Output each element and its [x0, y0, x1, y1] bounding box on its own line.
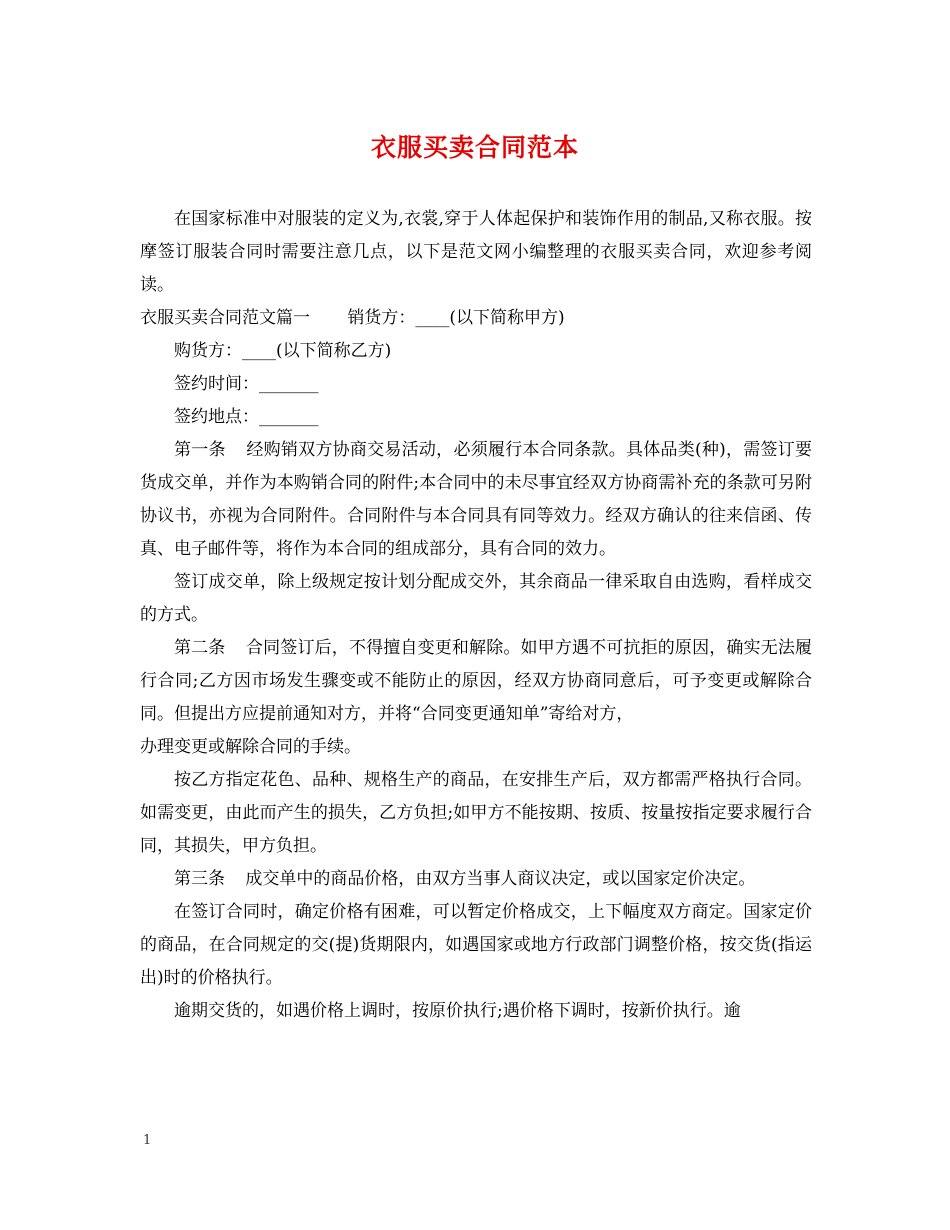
article-2-text: 合同签订后，不得擅自变更和解除。如甲方遇不可抗拒的原因，确实无法履行合同;乙方因市场发生骤变或不能防止的原因，经双方协商同意后，可予变更或解除合同。但提出方应提前通知对方，并将“合同变更通知单”寄给对方，	[140, 638, 812, 724]
article-3-text: 成交单中的商品价格，由双方当事人商议决定，或以国家定价决定。	[245, 869, 756, 889]
price-paragraph: 在签订合同时，确定价格有困难，可以暂定价格成交，上下幅度双方商定。国家定价的商品，在合同规定的交(提)货期限内，如遇国家或地方行政部门调整价格，按交货(指运出)时的价格执行。	[140, 902, 812, 988]
article-3-paragraph	[140, 863, 812, 896]
document-title: 衣服买卖合同范本	[370, 133, 579, 162]
sign-place-line: 签约地点：_______	[174, 407, 319, 427]
article-2-last-line: 办理变更或解除合同的手续。	[140, 737, 361, 757]
sign-time-line: 签约时间：_______	[174, 374, 319, 394]
section-heading: 衣服买卖合同范文篇一	[140, 308, 310, 328]
intro-paragraph: 在国家标准中对服装的定义为,衣裳,穿于人体起保护和装饰作用的制品,又称衣服。按摩签订服装合同时需要注意几点，以下是范文网小编整理的衣服买卖合同，欢迎参考阅读。	[140, 209, 812, 295]
buyer-line: 购货方：____(以下简称乙方)	[174, 341, 392, 361]
article-1-followup-paragraph: 签订成交单，除上级规定按计划分配成交外，其余商品一律采取自由选购，看样成交的方式。	[140, 572, 812, 625]
article-2-followup-paragraph: 按乙方指定花色、品种、规格生产的商品，在安排生产后，双方都需严格执行合同。如需变更，由此而产生的损失，乙方负担;如甲方不能按期、按质、按量按指定要求履行合同，其损失，甲方负担。	[140, 770, 812, 856]
article-2-label: 第二条	[174, 638, 226, 658]
article-3-label: 第三条	[174, 869, 225, 889]
seller-line: 销货方：____(以下简称甲方)	[347, 308, 565, 328]
article-1-paragraph	[140, 434, 812, 566]
document-body	[140, 203, 812, 1028]
section-heading-line	[140, 302, 812, 335]
article-2-paragraph	[140, 632, 812, 731]
article-1-label: 第一条	[174, 440, 226, 460]
page-number: 1	[143, 1133, 152, 1148]
article-1-text: 经购销双方协商交易活动，必须履行本合同条款。具体品类(种)，需签订要货成交单，并作为本购销合同的附件;本合同中的未尽事宜经双方协商需补充的条款可另附协议书，亦视为合同附件。合同附件与本合同具有同等效力。经双方确认的往来信函、传真、电子邮件等，将作为本合同的组成部分，具有合同的效力。	[140, 440, 813, 559]
overdue-paragraph: 逾期交货的，如遇价格上调时，按原价执行;遇价格下调时，按新价执行。逾	[174, 1001, 741, 1021]
